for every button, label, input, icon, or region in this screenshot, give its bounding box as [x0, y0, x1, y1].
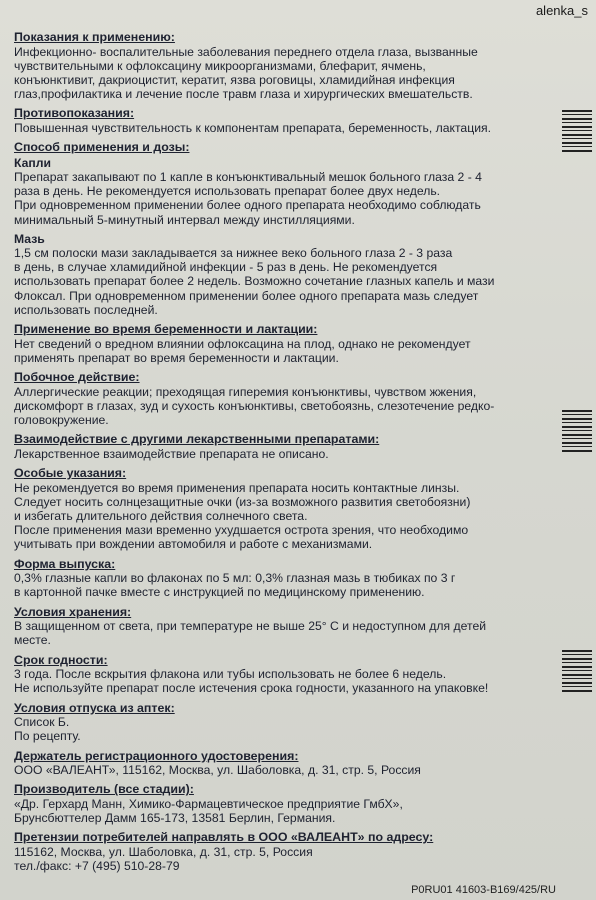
text-line: минимальный 5-минутный интервал между инстилляциями.	[14, 212, 355, 227]
section-subheading: Мазь	[14, 231, 45, 246]
text-line: и избегать длительного действия солнечного света.	[14, 509, 308, 524]
text-line: По рецепту.	[14, 729, 81, 744]
text-line: Флоксал. При одновременном применении более одного препарата мазь следует	[14, 288, 479, 303]
barcode-mark	[562, 410, 592, 452]
text-line: Лекарственное взаимодействие препарата не описано.	[14, 446, 329, 461]
section-heading: Условия хранения:	[14, 604, 132, 619]
text-line: дискомфорт в глазах, зуд и сухость конъюнктивы, светобоязнь, слезотечение редко-	[14, 398, 495, 413]
leaflet-text	[14, 30, 554, 878]
text-line: тел./факс: +7 (495) 510-28-79	[14, 859, 180, 874]
text-line: применять препарат во время беременности и лактации.	[14, 350, 339, 365]
section-heading: Побочное действие:	[14, 370, 140, 385]
section	[14, 322, 554, 365]
text-line: Не рекомендуется во время применения препарата носить контактные линзы.	[14, 480, 460, 495]
text-line: использовать препарат более 2 недель. Возможно сочетание глазных капель и мази	[14, 274, 495, 289]
section-heading: Применение во время беременности и лактации:	[14, 322, 318, 337]
text-line: Список Б.	[14, 715, 70, 730]
text-line: После применения мази временно ухудшается острота зрения, что необходимо	[14, 523, 469, 538]
text-line: раза в день. Не рекомендуется использовать препарат более двух недель.	[14, 184, 441, 199]
text-line: Нет сведений о вредном влиянии офлоксацина на плод, однако не рекомендует	[14, 336, 471, 351]
section-heading: Форма выпуска:	[14, 556, 116, 571]
text-line: месте.	[14, 633, 51, 648]
barcode-mark	[562, 110, 592, 152]
text-line: 3 года. После вскрытия флакона или тубы использовать не более 6 недель.	[14, 667, 447, 682]
section-heading: Показания к применению:	[14, 30, 175, 44]
section-heading: Противопоказания:	[14, 106, 135, 121]
text-line: Не используйте препарат после истечения срока годности, указанного на упаковке!	[14, 681, 489, 696]
section	[14, 370, 554, 427]
print-code-2: P0RU01	[411, 884, 453, 896]
text-line: «Др. Герхард Манн, Химико-Фармацевтическое предприятие ГмбХ»,	[14, 797, 403, 812]
section	[14, 106, 554, 135]
barcode-mark	[562, 650, 592, 692]
text-line: использовать последней.	[14, 302, 158, 317]
section-heading: Особые указания:	[14, 466, 127, 481]
section	[14, 782, 554, 825]
username-label: alenka_s	[535, 3, 588, 18]
section	[14, 140, 554, 227]
section	[14, 830, 554, 873]
right-edge-strip	[554, 90, 596, 870]
section-subheading: Капли	[14, 155, 51, 170]
text-line: Следует носить солнцезащитные очки (из-за возможного развития светобоязни)	[14, 494, 471, 509]
section-heading: Условия отпуска из аптек:	[14, 700, 175, 715]
text-line: в картонной пачке вместе с инструкцией по медицинскому применению.	[14, 585, 425, 600]
section	[14, 432, 554, 461]
section-heading: Претензии потребителей направлять в ООО «ВАЛЕАНТ» по адресу:	[14, 830, 434, 845]
section-heading: Взаимодействие с другими лекарственными препаратами:	[14, 432, 380, 447]
section	[14, 466, 554, 552]
text-line: Аллергические реакции; преходящая гиперемия конъюнктивы, чувством жжения,	[14, 384, 477, 399]
print-code	[411, 884, 556, 896]
section	[14, 653, 554, 696]
section	[14, 557, 554, 600]
section	[14, 30, 554, 101]
section-heading: Держатель регистрационного удостоверения:	[14, 748, 299, 763]
section	[14, 749, 554, 778]
text-line: 0,3% глазные капли во флаконах по 5 мл: 0,3% глазная мазь в тюбиках по 3 г	[14, 571, 456, 586]
section	[14, 232, 554, 317]
text-line: чувствительными к офлоксацину микроорганизмами, блефарит, ячмень,	[14, 58, 426, 73]
text-line: конъюнктивит, дакриоцистит, кератит, язва роговицы, хламидийная инфекция	[14, 73, 455, 87]
text-line: учитывать при вождении автомобиля и работе с механизмами.	[14, 537, 373, 552]
text-line: 1,5 см полоски мази закладывается за нижнее веко больного глаза 2 - 3 раза	[14, 246, 453, 261]
text-line: Брунсбюттелер Дамм 165-173, 13581 Берлин, Германия.	[14, 811, 336, 826]
text-line: в день, в случае хламидийной инфекции - 5 раз в день. Не рекомендуется	[14, 260, 438, 275]
text-line: глаз,профилактика и лечение после травм глаза и хирургических вмешательств.	[14, 87, 473, 102]
section	[14, 701, 554, 744]
text-line: головокружение.	[14, 413, 109, 428]
text-line: Повышенная чувствительность к компонентам препарата, беременность, лактация.	[14, 121, 491, 135]
section-heading: Срок годности:	[14, 652, 108, 667]
text-line: 115162, Москва, ул. Шаболовка, д. 31, стр. 5, Россия	[14, 845, 313, 860]
section-heading: Производитель (все стадии):	[14, 782, 194, 797]
text-line: Инфекционно- воспалительные заболевания переднего отдела глаза, вызванные	[14, 44, 478, 59]
text-line: Препарат закапывают по 1 капле в конъюнктивальный мешок больного глаза 2 - 4	[14, 170, 482, 184]
section	[14, 605, 554, 648]
text-line: В защищенном от света, при температуре не выше 25° С и недоступном для детей	[14, 619, 487, 634]
print-code-1: 41603-B169/425/RU	[455, 884, 556, 896]
text-line: При одновременном применении более одного препарата необходимо соблюдать	[14, 198, 481, 213]
section-heading: Способ применения и дозы:	[14, 140, 190, 155]
text-line: ООО «ВАЛЕАНТ», 115162, Москва, ул. Шаболовка, д. 31, стр. 5, Россия	[14, 763, 421, 778]
